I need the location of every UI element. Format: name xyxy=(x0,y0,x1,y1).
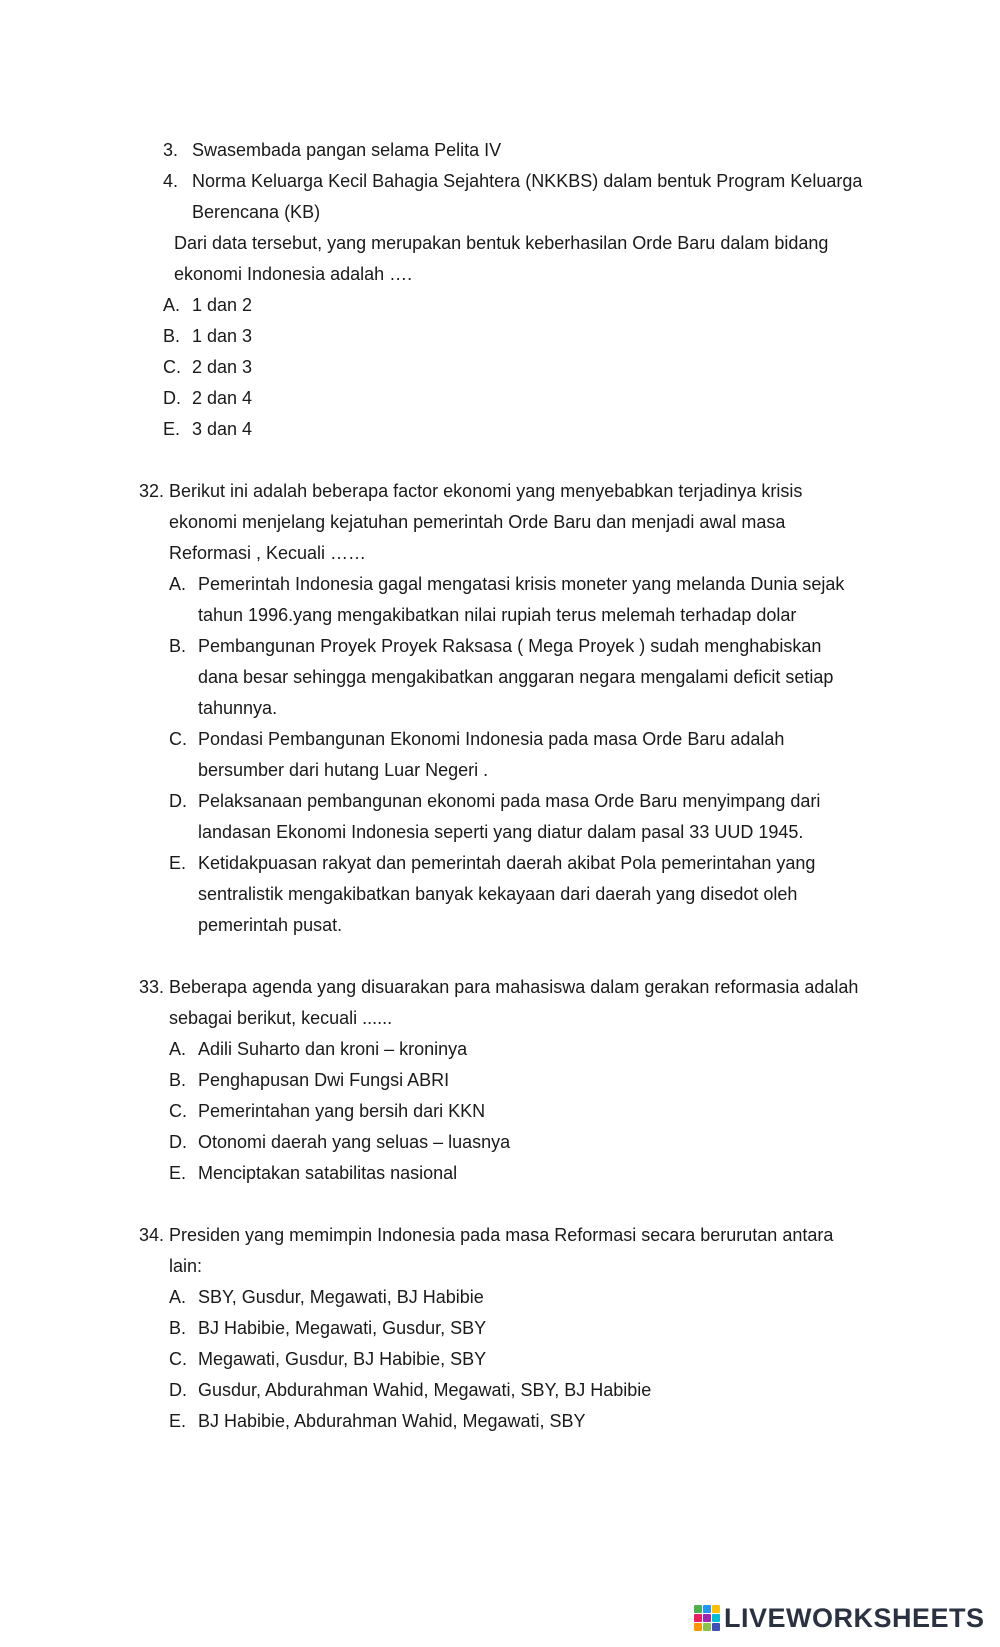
logo-mark-icon xyxy=(694,1605,720,1631)
option-text: Penghapusan Dwi Fungsi ABRI xyxy=(198,1070,450,1090)
option-letter: A. xyxy=(169,1287,187,1307)
option-text: Pembangunan Proyek Proyek Raksasa ( Mega Proyek ) sudah menghabiskan xyxy=(198,636,822,656)
list-item-text: Berencana (KB) xyxy=(192,202,321,222)
option-text: Pelaksanaan pembangunan ekonomi pada masa Orde Baru menyimpang dari xyxy=(198,791,821,811)
option-text: SBY, Gusdur, Megawati, BJ Habibie xyxy=(198,1287,484,1307)
list-number: 3. xyxy=(163,140,179,160)
option-text: Gusdur, Abdurahman Wahid, Megawati, SBY, BJ Habibie xyxy=(198,1380,652,1400)
option-letter: A. xyxy=(169,574,187,594)
option-letter: B. xyxy=(163,326,181,346)
question-stem: Dari data tersebut, yang merupakan bentuk keberhasilan Orde Baru dalam bidang xyxy=(174,233,829,253)
option-text: 1 dan 3 xyxy=(192,326,253,346)
question-number: 34. xyxy=(139,1225,165,1245)
list-item-text: Swasembada pangan selama Pelita IV xyxy=(192,140,502,160)
option-letter: D. xyxy=(169,1132,187,1152)
option-text: Pondasi Pembangunan Ekonomi Indonesia pada masa Orde Baru adalah xyxy=(198,729,785,749)
option-letter: E. xyxy=(169,1411,187,1431)
question-stem: ekonomi Indonesia adalah …. xyxy=(174,264,413,284)
question-stem: sebagai berikut, kecuali ...... xyxy=(169,1008,393,1028)
option-text: BJ Habibie, Megawati, Gusdur, SBY xyxy=(198,1318,487,1338)
option-text: 2 dan 3 xyxy=(192,357,253,377)
question-stem: Berikut ini adalah beberapa factor ekonomi yang menyebabkan terjadinya krisis xyxy=(169,481,803,501)
question-stem: lain: xyxy=(169,1256,203,1276)
option-text: 1 dan 2 xyxy=(192,295,253,315)
option-letter: C. xyxy=(163,357,181,377)
option-letter: B. xyxy=(169,1070,187,1090)
option-letter: E. xyxy=(169,853,187,873)
option-text: 3 dan 4 xyxy=(192,419,253,439)
option-letter: C. xyxy=(169,729,187,749)
list-number: 4. xyxy=(163,171,179,191)
list-item-text: Norma Keluarga Kecil Bahagia Sejahtera (NKKBS) dalam bentuk Program Keluarga xyxy=(192,171,863,191)
option-text: 2 dan 4 xyxy=(192,388,253,408)
option-text: pemerintah pusat. xyxy=(198,915,343,935)
option-text: Ketidakpuasan rakyat dan pemerintah daerah akibat Pola pemerintahan yang xyxy=(198,853,816,873)
option-text: bersumber dari hutang Luar Negeri . xyxy=(198,760,489,780)
option-text: dana besar sehingga mengakibatkan anggaran negara mengalami deficit setiap xyxy=(198,667,834,687)
option-letter: D. xyxy=(169,791,187,811)
option-text: Menciptakan satabilitas nasional xyxy=(198,1163,458,1183)
option-text: tahun 1996.yang mengakibatkan nilai rupiah terus melemah terhadap dolar xyxy=(198,605,797,625)
option-text: sentralistik mengakibatkan banyak kekayaan dari daerah yang disedot oleh xyxy=(198,884,798,904)
option-letter: C. xyxy=(169,1349,187,1369)
option-text: Adili Suharto dan kroni – kroninya xyxy=(198,1039,468,1059)
option-text: tahunnya. xyxy=(198,698,278,718)
option-letter: D. xyxy=(163,388,181,408)
question-stem: ekonomi menjelang kejatuhan pemerintah Orde Baru dan menjadi awal masa xyxy=(169,512,786,532)
question-number: 32. xyxy=(139,481,165,501)
option-text: Pemerintahan yang bersih dari KKN xyxy=(198,1101,486,1121)
option-text: landasan Ekonomi Indonesia seperti yang diatur dalam pasal 33 UUD 1945. xyxy=(198,822,804,842)
option-text: Otonomi daerah yang seluas – luasnya xyxy=(198,1132,511,1152)
liveworksheets-logo xyxy=(694,1603,985,1633)
option-text: Pemerintah Indonesia gagal mengatasi krisis moneter yang melanda Dunia sejak xyxy=(198,574,845,594)
option-letter: A. xyxy=(163,295,181,315)
option-letter: C. xyxy=(169,1101,187,1121)
question-stem: Beberapa agenda yang disuarakan para mahasiswa dalam gerakan reformasia adalah xyxy=(169,977,859,997)
question-number: 33. xyxy=(139,977,165,997)
option-letter: E. xyxy=(169,1163,187,1183)
option-letter: A. xyxy=(169,1039,187,1059)
option-letter: D. xyxy=(169,1380,187,1400)
option-letter: E. xyxy=(163,419,181,439)
option-letter: B. xyxy=(169,1318,187,1338)
option-text: Megawati, Gusdur, BJ Habibie, SBY xyxy=(198,1349,487,1369)
option-text: BJ Habibie, Abdurahman Wahid, Megawati, SBY xyxy=(198,1411,586,1431)
logo-text: LIVEWORKSHEETS xyxy=(724,1603,985,1633)
option-letter: B. xyxy=(169,636,187,656)
question-stem: Presiden yang memimpin Indonesia pada masa Reformasi secara berurutan antara xyxy=(169,1225,834,1245)
question-stem: Reformasi , Kecuali …… xyxy=(169,543,367,563)
